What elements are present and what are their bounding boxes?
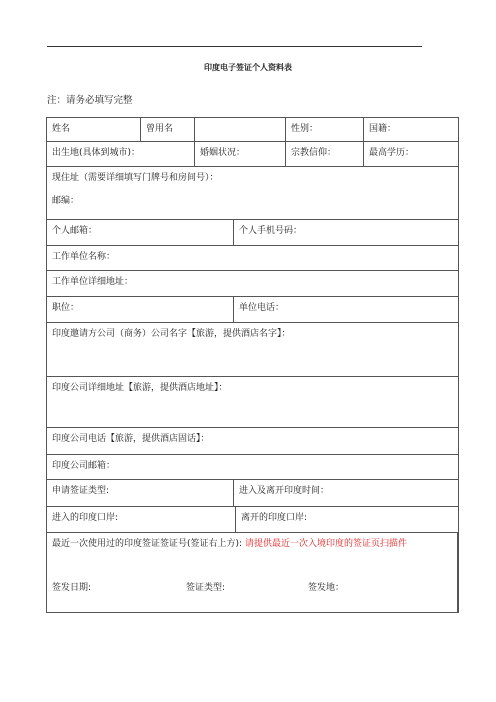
travel-time-label: 进入及离开印度时间： [239, 486, 330, 496]
row-ports [46, 507, 459, 533]
position-label: 职位： [47, 297, 234, 322]
row-inviter-phone [46, 428, 459, 455]
mobile-label: 个人手机号码： [239, 226, 303, 236]
row-inviter-address [46, 377, 459, 428]
entry-port-label: 进入的印度口岸: [47, 507, 236, 532]
work-phone-label: 单位电话： [239, 303, 285, 313]
last-visa-label: 最近一次使用过的印度签证签证号(签证右上方): [52, 539, 243, 549]
row-inviter [46, 323, 459, 377]
inviter-phone-label: 印度公司电话【旅游，提供酒店固话】： [52, 434, 210, 444]
issue-place-label: 签发地： [308, 583, 345, 593]
education-label: 最高学历： [369, 148, 415, 158]
row-employer [46, 246, 459, 271]
inviter-email-label: 印度公司邮箱： [52, 461, 116, 471]
nationality-label: 国籍： [369, 124, 397, 134]
profile-form [46, 117, 459, 613]
employer-label: 工作单位名称： [52, 252, 116, 262]
visa-type-label: 申请签证类型: [47, 480, 234, 506]
issue-details [52, 580, 344, 593]
employer-address-label: 工作单位详细地址： [52, 277, 134, 287]
religion-label: 宗教信仰： [286, 142, 364, 166]
former-name-label: 曾用名 [141, 118, 195, 141]
row-address [46, 167, 459, 220]
inviter-address-label: 印度公司详细地址【旅游，提供酒店地址】： [52, 383, 228, 393]
row-birth [46, 142, 459, 167]
last-visa-type-label: 签证类型: [186, 583, 226, 593]
issue-date-label: 签发日期: [52, 583, 92, 593]
page-title: 印度电子签证个人资料表 [204, 63, 292, 72]
form-note: 注：请务必填写完整 [47, 95, 133, 106]
address-label: 现住址（需要详细填写门牌号和房间号）： [52, 173, 219, 183]
postcode-label: 邮编： [52, 196, 80, 206]
header-rule [47, 46, 422, 47]
former-name-field[interactable] [195, 118, 286, 141]
row-employer-address [46, 271, 459, 297]
row-name [46, 117, 459, 142]
last-visa-field[interactable] [47, 533, 458, 612]
row-visa-type [46, 480, 459, 507]
exit-port-label: 离开的印度口岸: [241, 513, 308, 523]
email-label: 个人邮箱： [47, 220, 234, 245]
row-inviter-email [46, 455, 459, 480]
row-last-visa [46, 533, 459, 613]
gender-label: 性别： [286, 118, 364, 141]
name-label: 姓名 [47, 118, 141, 141]
marital-label: 婚姻状况： [195, 142, 286, 166]
row-position [46, 297, 459, 323]
birthplace-label: 出生地(具体到城市)： [47, 142, 195, 166]
inviter-label: 印度邀请方公司（商务）公司名字【旅游，提供酒店名字】： [52, 329, 291, 339]
row-contact [46, 220, 459, 246]
last-visa-hint: 请提供最近一次入境印度的签证页扫描件 [244, 539, 407, 549]
address-field[interactable] [47, 167, 458, 219]
